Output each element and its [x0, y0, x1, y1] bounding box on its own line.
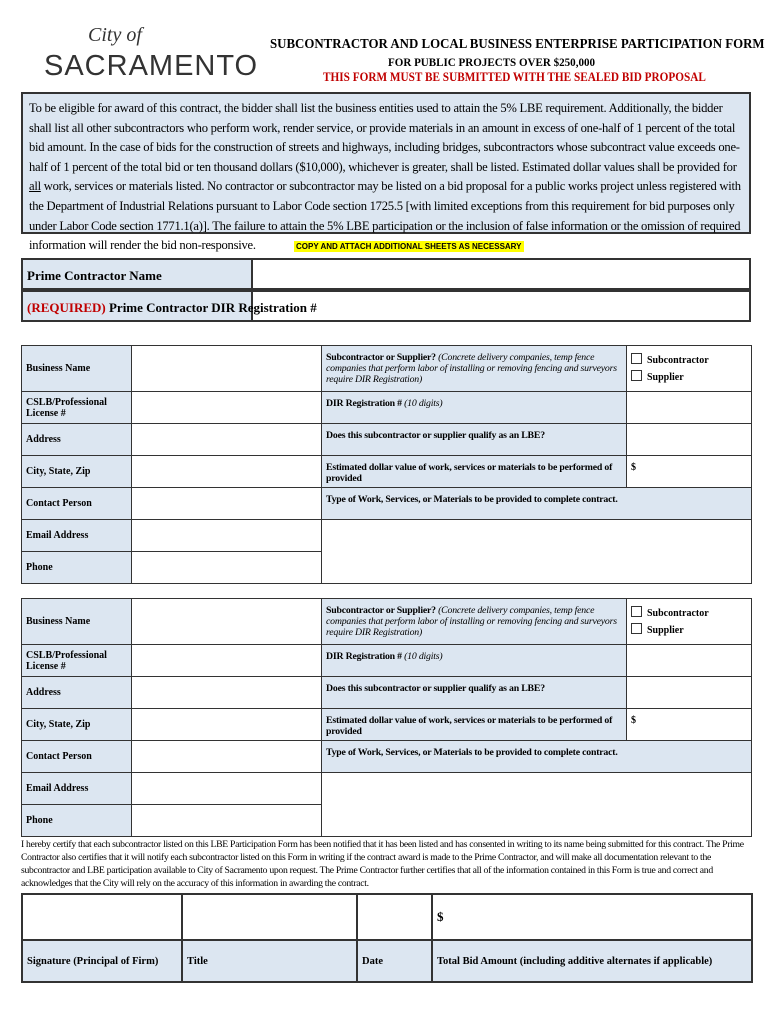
- cslb-label: CSLB/Professional License #: [22, 645, 132, 677]
- dir-registration-note: (10 digits): [404, 398, 443, 409]
- dir-registration-label: [322, 392, 627, 424]
- dir-registration-text: DIR Registration #: [326, 651, 405, 662]
- instructions-text-underlined: all: [29, 179, 41, 194]
- prime-dir-label: [23, 292, 317, 320]
- prime-name-row: [21, 258, 751, 290]
- type-of-work-label: Type of Work, Services, or Materials to be provided to complete contract.: [322, 488, 752, 520]
- certification-statement: I hereby certify that each subcontractor listed on this LBE Participation Form has been notified that it has been listed and has consented in writing to its name being submitted for this contract. The Prime Contractor also certifies that it will notify each subcontractor listed on this Form in writing if the contract award is made to the Prime Contractor, and will make all documentation relevant to the subcontractor and LBE participation available to City of Sacramento upon request. The Prime Contractor further certifies that all of the information contained in this Form is true and correct and acknowledges that the City will rely on the accuracy of this information in awarding the contract.: [21, 839, 744, 889]
- email-label: Email Address: [22, 520, 132, 552]
- city-state-zip-label: City, State, Zip: [22, 456, 132, 488]
- total-bid-label: Total Bid Amount (including additive alternates if applicable): [432, 940, 752, 982]
- estimated-value-field[interactable]: [627, 709, 752, 741]
- address-field[interactable]: [132, 677, 322, 709]
- address-label: Address: [22, 677, 132, 709]
- email-field[interactable]: [132, 773, 322, 805]
- title-field[interactable]: [182, 894, 357, 940]
- contact-person-field[interactable]: [132, 741, 322, 773]
- total-bid-field[interactable]: [432, 894, 752, 940]
- city-state-zip-field[interactable]: [132, 709, 322, 741]
- dir-registration-note: (10 digits): [404, 651, 443, 662]
- cslb-label: CSLB/Professional License #: [22, 392, 132, 424]
- address-label: Address: [22, 424, 132, 456]
- prime-name-field[interactable]: [255, 260, 749, 288]
- signature-field[interactable]: [22, 894, 182, 940]
- business-name-label: Business Name: [22, 599, 132, 645]
- type-of-work-field[interactable]: [322, 520, 752, 584]
- form-subtitle: FOR PUBLIC PROJECTS OVER $250,000: [388, 55, 596, 69]
- sub-or-supplier-note: (Concrete delivery companies, temp fence companies that perform labor of installing or removing fencing and surveyors require DIR Registration): [326, 352, 617, 385]
- business-name-label: Business Name: [22, 346, 132, 392]
- type-of-work-label: Type of Work, Services, or Materials to be provided to complete contract.: [322, 741, 752, 773]
- sub-or-supplier-options: [627, 346, 752, 392]
- dir-registration-label: [322, 645, 627, 677]
- sub-or-supplier-options: [627, 599, 752, 645]
- total-bid-dollar-sign: $: [437, 909, 444, 924]
- lbe-answer-field[interactable]: [627, 677, 752, 709]
- instructions-text-a: To be eligible for award of this contract, the bidder shall list the business entities used to attain the 5% LBE requirement. Additionally, the bidder shall list all other subcontractors who perform work, render service, or provide materials in an amount in excess of one-half of 1 percent of the total bid amount. In the case of bids for the construction of streets and highways, including bridges, subcontractors whose subcontract value exceeds one-half of 1 percent of the total bid or ten thousand dollars ($10,000), whichever is greater, shall be listed. Estimated dollar values shall be provided for: [29, 101, 740, 174]
- copy-attach-note: COPY AND ATTACH ADDITIONAL SHEETS AS NECESSARY: [296, 242, 522, 251]
- phone-field[interactable]: [132, 552, 322, 584]
- lbe-question: Does this subcontractor or supplier qualify as an LBE?: [322, 677, 627, 709]
- email-field[interactable]: [132, 520, 322, 552]
- email-label: Email Address: [22, 773, 132, 805]
- dollar-sign: $: [631, 715, 636, 726]
- address-field[interactable]: [132, 424, 322, 456]
- subcontractor-option-label: Subcontractor: [647, 607, 709, 619]
- supplier-option-label: Supplier: [647, 624, 684, 636]
- phone-label: Phone: [22, 552, 132, 584]
- sub-or-supplier-question: [322, 599, 627, 645]
- dollar-sign: $: [631, 462, 636, 473]
- cslb-field[interactable]: [132, 392, 322, 424]
- dir-registration-text: DIR Registration #: [326, 398, 405, 409]
- subcontractor-block-2: [21, 598, 752, 837]
- subcontractor-block-1: [21, 345, 752, 584]
- logo-sacramento: SACRAMENTO: [44, 50, 259, 82]
- supplier-option-label: Supplier: [647, 371, 684, 383]
- date-label: Date: [357, 940, 432, 982]
- form-title: SUBCONTRACTOR AND LOCAL BUSINESS ENTERPRISE PARTICIPATION FORM: [270, 37, 765, 52]
- contact-person-field[interactable]: [132, 488, 322, 520]
- contact-person-label: Contact Person: [22, 488, 132, 520]
- subcontractor-checkbox[interactable]: [631, 353, 642, 364]
- city-state-zip-label: City, State, Zip: [22, 709, 132, 741]
- prime-name-label: Prime Contractor Name: [23, 260, 253, 288]
- submission-warning: THIS FORM MUST BE SUBMITTED WITH THE SEALED BID PROPOSAL: [323, 70, 706, 84]
- signature-block: [21, 893, 753, 983]
- prime-dir-field[interactable]: [255, 292, 749, 320]
- business-name-field[interactable]: [132, 346, 322, 392]
- estimated-value-label: Estimated dollar value of work, services or materials to be performed of provided: [322, 709, 627, 741]
- phone-field[interactable]: [132, 805, 322, 837]
- phone-label: Phone: [22, 805, 132, 837]
- city-state-zip-field[interactable]: [132, 456, 322, 488]
- dir-registration-field[interactable]: [627, 392, 752, 424]
- lbe-answer-field[interactable]: [627, 424, 752, 456]
- estimated-value-field[interactable]: [627, 456, 752, 488]
- required-marker: (REQUIRED): [27, 300, 106, 315]
- sub-or-supplier-label: Subcontractor or Supplier?: [326, 605, 439, 616]
- subcontractor-option-label: Subcontractor: [647, 354, 709, 366]
- subcontractor-checkbox[interactable]: [631, 606, 642, 617]
- business-name-field[interactable]: [132, 599, 322, 645]
- date-field[interactable]: [357, 894, 432, 940]
- supplier-checkbox[interactable]: [631, 623, 642, 634]
- title-label: Title: [182, 940, 357, 982]
- instructions-text-b: work, services or materials listed. No contractor or subcontractor may be listed on a bid proposal for a public works project unless registered with the Department of Industrial Relations pursuant to Labor Code section 1725.5 [with limited exceptions from this requirement for bid purposes only under Labor Code section 1771.1(a)]. The failure to attain the 5% LBE participation or the inclusion of false information or the omission of required information will render the bid non-responsive.: [29, 179, 741, 253]
- prime-dir-row: [21, 290, 751, 322]
- type-of-work-field[interactable]: [322, 773, 752, 837]
- cslb-field[interactable]: [132, 645, 322, 677]
- estimated-value-label: Estimated dollar value of work, services or materials to be performed of provided: [322, 456, 627, 488]
- prime-dir-label-text: Prime Contractor DIR Registration #: [105, 300, 317, 315]
- contact-person-label: Contact Person: [22, 741, 132, 773]
- sub-or-supplier-question: [322, 346, 627, 392]
- lbe-question: Does this subcontractor or supplier qualify as an LBE?: [322, 424, 627, 456]
- dir-registration-field[interactable]: [627, 645, 752, 677]
- logo-city-text: City of: [88, 24, 142, 46]
- supplier-checkbox[interactable]: [631, 370, 642, 381]
- sub-or-supplier-label: Subcontractor or Supplier?: [326, 352, 439, 363]
- signature-label: Signature (Principal of Firm): [22, 940, 182, 982]
- sub-or-supplier-note: (Concrete delivery companies, temp fence companies that perform labor of installing or removing fencing and surveyors require DIR Registration): [326, 605, 617, 638]
